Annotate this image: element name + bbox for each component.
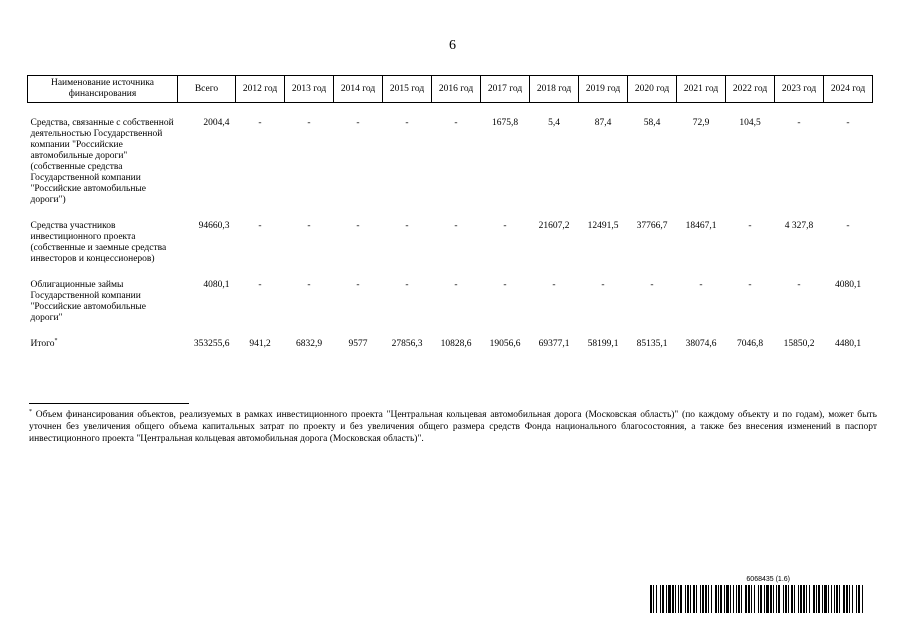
- table-row-total: [28, 339, 873, 365]
- row-value: -: [454, 221, 458, 231]
- row-source-name: Средства, связанные с собственной деятельностью Государственной компании "Российские автомобильные дороги" (собственные средства Государственной компании "Российские автомобильные дороги"): [30, 118, 174, 205]
- row-value: 12491,5: [587, 221, 619, 231]
- row-value: 9577: [348, 339, 368, 349]
- row-value: -: [650, 280, 654, 290]
- header-year: 2022 год: [726, 76, 775, 103]
- row-value: -: [307, 221, 311, 231]
- table-row: [28, 221, 873, 280]
- total-label: Итого: [30, 339, 55, 349]
- row-value: -: [797, 280, 801, 290]
- barcode: [650, 576, 870, 616]
- table-row: [28, 280, 873, 339]
- row-total: 2004,4: [203, 118, 230, 128]
- row-value: 38074,6: [685, 339, 717, 349]
- row-value: -: [307, 280, 311, 290]
- row-value: 7046,8: [736, 339, 764, 349]
- row-value: 941,2: [249, 339, 271, 349]
- row-value: 104,5: [739, 118, 761, 128]
- row-value: 37766,7: [636, 221, 668, 231]
- barcode-icon: [650, 585, 865, 613]
- row-value: -: [748, 221, 752, 231]
- row-value: -: [846, 118, 850, 128]
- row-value: -: [552, 280, 556, 290]
- row-value: -: [356, 280, 360, 290]
- row-value: -: [405, 221, 409, 231]
- row-value: 18467,1: [685, 221, 717, 231]
- footnote-marker: *: [54, 337, 58, 344]
- row-source-name: [28, 339, 178, 365]
- header-year: 2016 год: [432, 76, 481, 103]
- footnote: [29, 409, 877, 445]
- row-value: -: [454, 280, 458, 290]
- row-value: 87,4: [594, 118, 612, 128]
- row-value: -: [699, 280, 703, 290]
- row-value: 1675,8: [491, 118, 519, 128]
- row-value: 58,4: [643, 118, 661, 128]
- table-header-row: [28, 76, 873, 103]
- header-year: 2013 год: [285, 76, 334, 103]
- footnote-marker: *: [29, 408, 32, 415]
- barcode-label: 6068435 (1.6): [746, 576, 790, 583]
- row-value: 5,4: [548, 118, 560, 128]
- header-year: 2020 год: [628, 76, 677, 103]
- row-value: -: [797, 118, 801, 128]
- row-value: 85135,1: [636, 339, 668, 349]
- row-value: -: [601, 280, 605, 290]
- header-year: 2019 год: [579, 76, 628, 103]
- financing-table: [27, 75, 873, 365]
- row-value: -: [307, 118, 311, 128]
- header-year: 2015 год: [383, 76, 432, 103]
- row-value: 6832,9: [295, 339, 323, 349]
- row-value: 72,9: [692, 118, 710, 128]
- row-value: 27856,3: [391, 339, 423, 349]
- row-total: 94660,3: [198, 221, 230, 231]
- row-value: -: [503, 221, 507, 231]
- header-year: 2023 год: [775, 76, 824, 103]
- row-value: -: [356, 221, 360, 231]
- page-number: 6: [449, 38, 456, 53]
- header-year: 2014 год: [334, 76, 383, 103]
- row-value: -: [258, 118, 262, 128]
- row-source-name: Облигационные займы Государственной компании "Российские автомобильные дороги": [30, 280, 147, 323]
- row-value: 15850,2: [783, 339, 815, 349]
- row-value: -: [258, 280, 262, 290]
- header-year: 2021 год: [677, 76, 726, 103]
- row-value: 10828,6: [440, 339, 472, 349]
- header-year: 2024 год: [824, 76, 873, 103]
- row-source-name: Средства участников инвестиционного проекта (собственные и заемные средства инвесторов и концессионеров): [30, 221, 167, 264]
- row-value: 4480,1: [834, 339, 862, 349]
- table-row: [28, 103, 873, 222]
- row-value: 58199,1: [587, 339, 619, 349]
- header-year: 2017 год: [481, 76, 530, 103]
- header-total: Всего: [178, 76, 236, 103]
- row-value: -: [356, 118, 360, 128]
- row-value: -: [503, 280, 507, 290]
- row-value: 69377,1: [538, 339, 570, 349]
- footnote-divider: [29, 403, 189, 404]
- row-value: 4080,1: [834, 280, 862, 290]
- row-total: 353255,6: [193, 339, 230, 349]
- footnote-text: Объем финансирования объектов, реализуемых в рамках инвестиционного проекта "Центральная кольцевая автомобильная дорога (Московская область)" (по каждому объекту и по годам), может быть уточнен без увеличения общего объема капитальных затрат по проекту и без увеличения общего размера средств Фонда национального благосостояния, а также без внесения изменений в паспорт инвестиционного проекта "Центральная кольцевая автомобильная дорога (Московская область)".: [29, 410, 877, 444]
- row-value: -: [748, 280, 752, 290]
- row-value: -: [258, 221, 262, 231]
- row-value: -: [846, 221, 850, 231]
- row-total: 4080,1: [203, 280, 230, 290]
- row-value: 21607,2: [538, 221, 570, 231]
- row-value: 19056,6: [489, 339, 521, 349]
- header-year: 2018 год: [530, 76, 579, 103]
- row-value: -: [454, 118, 458, 128]
- header-source: Наименование источника финансирования: [28, 76, 178, 103]
- row-value: -: [405, 118, 409, 128]
- row-value: -: [405, 280, 409, 290]
- header-year: 2012 год: [236, 76, 285, 103]
- row-value: 4 327,8: [784, 221, 814, 231]
